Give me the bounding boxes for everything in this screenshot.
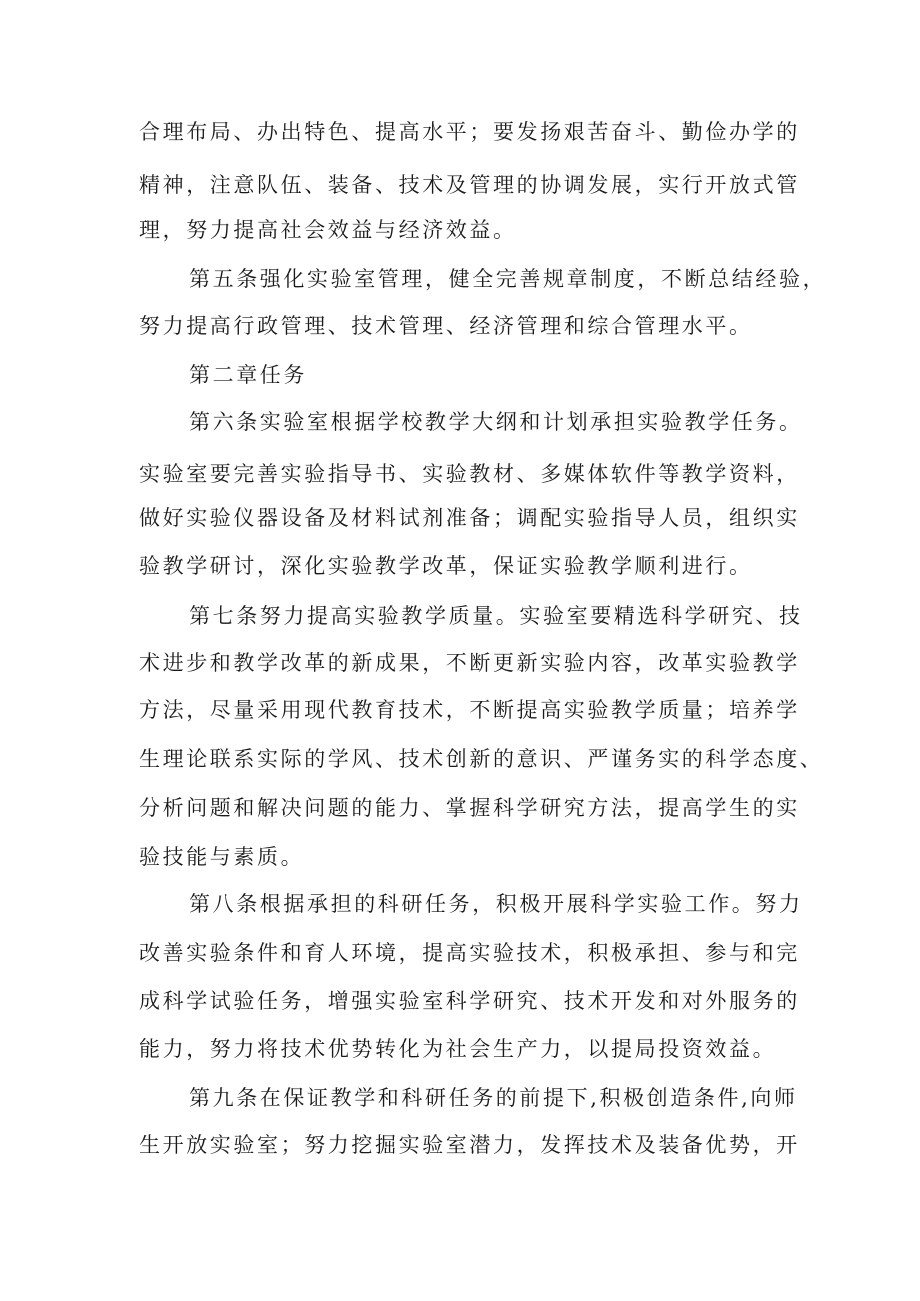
text-line: 第七条努力提高实验教学质量。实验室要精选科学研究、技 — [189, 604, 803, 628]
text-line: 生开放实验室；努力挖掘实验室潜力，发挥技术及装备优势，开 — [139, 1133, 800, 1157]
text-line: 方法，尽量采用现代教育技术，不断提高实验教学质量；培养学 — [139, 698, 800, 722]
text-line: 能力，努力将技术优势转化为社会生产力，以提局投资效益。 — [139, 1037, 777, 1061]
text-line: 合理布局、办出特色、提高水平；要发扬艰苦奋斗、勤俭办学的 — [139, 120, 800, 144]
text-line: 实验室要完善实验指导书、实验教材、多媒体软件等教学资料， — [139, 462, 800, 486]
text-line: 成科学试验任务，增强实验室科学研究、技术开发和对外服务的 — [139, 989, 800, 1013]
text-line: 改善实验条件和育人环境，提高实验技术，积极承担、参与和完 — [139, 941, 800, 965]
text-line: 做好实验仪器设备及材料试剂准备；调配实验指导人员，组织实 — [139, 506, 800, 530]
text-line: 努力提高行政管理、技术管理、经济管理和综合管理水平。 — [139, 314, 753, 338]
text-line: 验技能与素质。 — [139, 845, 305, 869]
text-line: 第八条根据承担的科研任务，积极开展科学实验工作。努力 — [189, 892, 803, 916]
text-line: 分析问题和解决问题的能力、掌握科学研究方法，提高学生的实 — [139, 796, 800, 820]
text-line: 第五条强化实验室管理，健全完善规章制度，不断总结经验， — [189, 267, 827, 291]
text-line: 生理论联系实际的学风、技术创新的意识、严谨务实的科学态度、 — [139, 747, 824, 771]
text-line: 理，努力提高社会效益与经济效益。 — [139, 218, 517, 242]
text-line: 精神，注意队伍、装备、技术及管理的协调发展，实行开放式管 — [139, 173, 800, 197]
text-line: 术进步和教学改革的新成果，不断更新实验内容，改革实验教学 — [139, 651, 800, 675]
chapter-heading: 第二章任务 — [189, 363, 307, 387]
text-line: 第六条实验室根据学校教学大纲和计划承担实验教学任务。 — [189, 410, 803, 434]
text-line: 验教学研讨，深化实验教学改革，保证实验教学顺利进行。 — [139, 554, 753, 578]
text-line: 第九条在保证教学和科研任务的前提下,积极创造条件,向师 — [189, 1086, 798, 1110]
